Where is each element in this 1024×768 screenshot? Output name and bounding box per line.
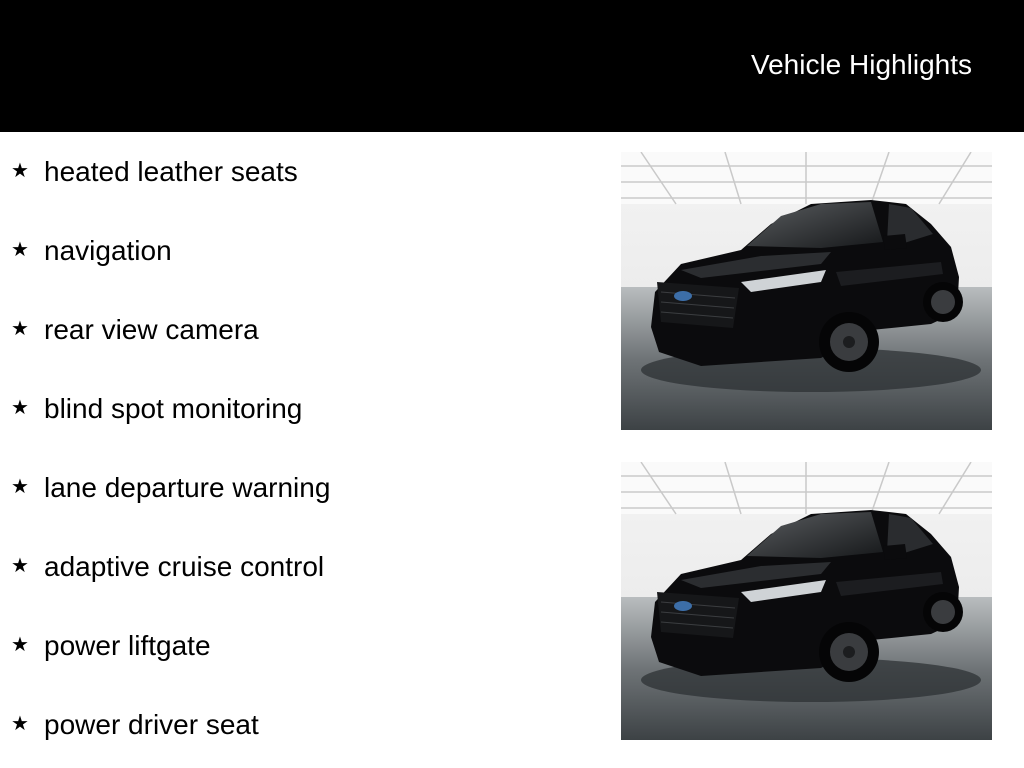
feature-item [0, 549, 600, 589]
feature-item [0, 628, 600, 668]
feature-label: power liftgate [44, 630, 211, 661]
suv-image [621, 152, 992, 430]
feature-item [0, 707, 600, 747]
feature-label: blind spot monitoring [44, 393, 303, 424]
feature-item [0, 154, 600, 194]
vehicle-photo[interactable] [621, 152, 992, 430]
header-bar [0, 0, 1024, 132]
feature-label: adaptive cruise control [44, 551, 325, 582]
feature-label: power driver seat [44, 709, 259, 740]
feature-item [0, 391, 600, 431]
feature-label: heated leather seats [44, 156, 298, 187]
suv-image [621, 462, 992, 740]
vehicle-photo[interactable] [621, 462, 992, 740]
feature-label: lane departure warning [44, 472, 331, 503]
star-icon: ★ [11, 553, 29, 577]
feature-item [0, 312, 600, 352]
star-icon: ★ [11, 632, 29, 656]
star-icon: ★ [11, 316, 29, 340]
star-icon: ★ [11, 711, 29, 735]
feature-item [0, 470, 600, 510]
star-icon: ★ [11, 237, 29, 261]
star-icon: ★ [11, 474, 29, 498]
feature-item [0, 233, 600, 273]
feature-label: rear view camera [44, 314, 259, 345]
star-icon: ★ [11, 395, 29, 419]
page-title: Vehicle Highlights [750, 49, 972, 80]
feature-label: navigation [44, 235, 172, 266]
star-icon: ★ [11, 158, 29, 182]
